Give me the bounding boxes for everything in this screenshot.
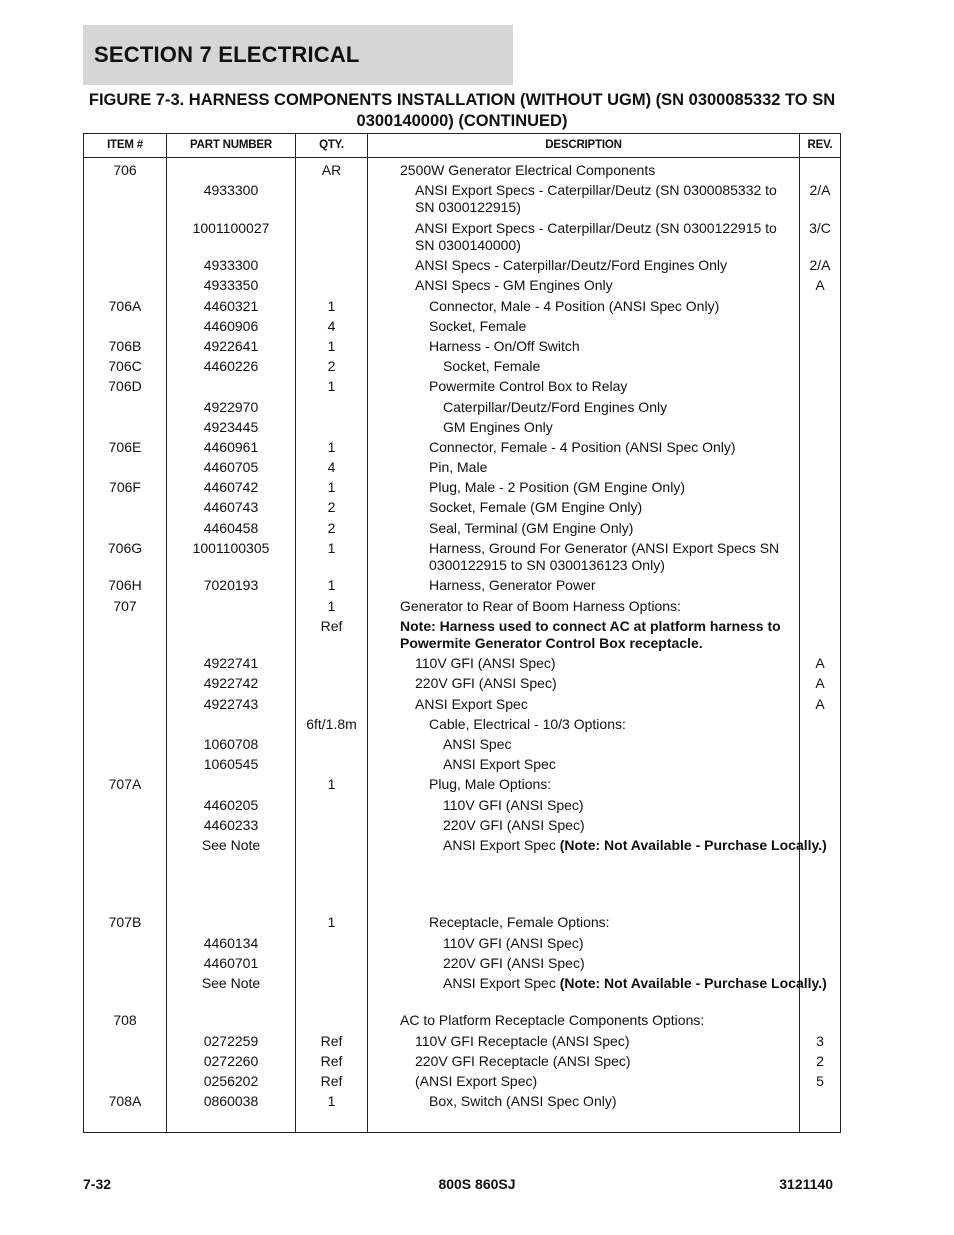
- item-number: 706B: [108, 337, 142, 354]
- table-row: [84, 158, 840, 178]
- table-row: [84, 395, 840, 415]
- description: AC to Platform Receptacle Components Options:: [400, 1012, 705, 1029]
- part-number: 4460742: [203, 479, 259, 496]
- quantity: 4: [327, 459, 336, 476]
- description: (ANSI Export Spec): [415, 1073, 538, 1089]
- table-row: [84, 1049, 840, 1069]
- description: ANSI Export Spec: [443, 756, 556, 773]
- table-row: [84, 910, 840, 930]
- part-number: See Note: [201, 974, 261, 991]
- header-description: DESCRIPTION: [545, 139, 622, 151]
- description: Cable, Electrical - 10/3 Options:: [429, 715, 626, 732]
- table-row: [84, 712, 840, 732]
- table-row: [84, 178, 840, 216]
- table-row: [84, 516, 840, 536]
- quantity: 1: [327, 1093, 336, 1110]
- table-row: [84, 692, 840, 712]
- description: Powermite Control Box to Relay: [429, 378, 628, 395]
- part-number: 0272259: [203, 1032, 259, 1049]
- part-number: 4460205: [203, 796, 259, 813]
- table-row: [84, 1029, 840, 1049]
- part-number: 7020193: [203, 577, 259, 594]
- table-row: [84, 614, 840, 652]
- item-number: 706D: [108, 378, 142, 395]
- quantity: 2: [327, 358, 336, 375]
- revision: A: [815, 675, 825, 692]
- description: Seal, Terminal (GM Engine Only): [429, 519, 634, 536]
- revision: 2: [816, 1052, 824, 1069]
- header-rev: REV.: [807, 139, 833, 151]
- description: Box, Switch (ANSI Spec Only): [429, 1093, 617, 1110]
- table-row: [84, 1008, 840, 1028]
- description: Harness, Generator Power: [429, 577, 596, 594]
- table-row: [84, 772, 840, 792]
- part-number: 4460906: [203, 317, 259, 334]
- quantity: 1: [327, 337, 336, 354]
- part-number: 4933350: [203, 277, 259, 294]
- description: Generator to Rear of Boom Harness Options:: [400, 597, 681, 614]
- item-number: 706H: [108, 577, 142, 594]
- part-number: 4922742: [203, 675, 259, 692]
- table-row: [84, 536, 840, 574]
- quantity: 1: [327, 297, 336, 314]
- item-number: 708: [113, 1012, 137, 1029]
- revision: 2/A: [809, 257, 831, 274]
- quantity: Ref: [320, 1052, 343, 1069]
- description: ANSI Export Specs - Caterpillar/Deutz (SN 0300122915 to SN 0300140000): [415, 219, 777, 253]
- item-number: 707A: [108, 776, 142, 793]
- quantity: 6ft/1.8m: [306, 715, 357, 732]
- part-number: 4922641: [203, 337, 259, 354]
- table-row: [84, 374, 840, 394]
- part-number: 1060545: [203, 756, 259, 773]
- item-number: 707B: [108, 914, 142, 931]
- table-row: [84, 1089, 840, 1109]
- item-number: 706C: [108, 358, 142, 375]
- part-number: 4933300: [203, 257, 259, 274]
- quantity: AR: [321, 162, 342, 178]
- part-number: 4922741: [203, 655, 259, 672]
- item-number: 706E: [108, 438, 142, 455]
- section-banner: [83, 25, 513, 85]
- table-row: [84, 253, 840, 273]
- table-row: [84, 354, 840, 374]
- description: [400, 837, 827, 854]
- table-row: [84, 752, 840, 772]
- revision: A: [815, 655, 825, 672]
- description: 220V GFI (ANSI Spec): [443, 816, 585, 833]
- item-number: 706F: [109, 479, 141, 496]
- description: Receptacle, Female Options:: [429, 914, 610, 931]
- description: Pin, Male: [429, 459, 488, 476]
- revision: A: [815, 695, 825, 712]
- quantity: Ref: [320, 617, 343, 634]
- table-row: [84, 793, 840, 813]
- description: Harness, Ground For Generator (ANSI Export Specs SN 0300122915 to SN 0300136123 Only): [429, 539, 780, 573]
- part-number: 1060708: [203, 735, 259, 752]
- table-row: [84, 931, 840, 951]
- description: 220V GFI (ANSI Spec): [415, 675, 557, 692]
- quantity: 1: [327, 597, 336, 614]
- part-number: 4460233: [203, 816, 259, 833]
- description: Harness - On/Off Switch: [429, 337, 580, 354]
- harness-note: Note: Harness used to connect AC at platform harness to Powermite Generator Control Box receptacle.: [400, 617, 781, 651]
- part-number: 4460743: [203, 499, 259, 516]
- table-header: [84, 134, 840, 158]
- part-number: 4460321: [203, 297, 259, 314]
- quantity: 1: [327, 577, 336, 594]
- item-number: 706A: [108, 297, 142, 314]
- availability-note: (Note: Not Available - Purchase Locally.): [559, 836, 827, 853]
- quantity: 1: [327, 776, 336, 793]
- quantity: 2: [327, 519, 336, 536]
- revision: A: [815, 277, 825, 294]
- quantity: 1: [327, 378, 336, 395]
- table-row: [84, 1069, 840, 1089]
- part-number: 4460961: [203, 438, 259, 455]
- table-row: [84, 594, 840, 614]
- description: Plug, Male Options:: [429, 776, 552, 793]
- part-number: 0256202: [203, 1073, 259, 1089]
- document-number: 3121140: [779, 1176, 833, 1192]
- table-row: [84, 415, 840, 435]
- item-number: 706: [113, 162, 137, 178]
- description: ANSI Spec: [443, 735, 512, 752]
- description: 110V GFI (ANSI Spec): [443, 796, 584, 813]
- part-number: 1001100305: [192, 539, 270, 556]
- description: 110V GFI (ANSI Spec): [443, 934, 584, 951]
- header-qty: QTY.: [319, 139, 344, 151]
- table-row: [84, 273, 840, 293]
- part-number: 0272260: [203, 1052, 259, 1069]
- table-row: [84, 971, 840, 1009]
- table-body: [84, 158, 840, 1132]
- table-row: [84, 435, 840, 455]
- description: 110V GFI (ANSI Spec): [415, 655, 556, 672]
- description-text: ANSI Export Spec: [443, 974, 556, 991]
- description: Plug, Male - 2 Position (GM Engine Only): [429, 479, 685, 496]
- quantity: 4: [327, 317, 336, 334]
- description: Socket, Female: [429, 317, 527, 334]
- description: ANSI Specs - GM Engines Only: [415, 277, 613, 294]
- description: 2500W Generator Electrical Components: [400, 162, 656, 178]
- header-item: ITEM #: [107, 139, 143, 151]
- revision: 5: [816, 1073, 824, 1089]
- table-row: [84, 314, 840, 334]
- item-number: 706G: [107, 539, 143, 556]
- revision: 3/C: [809, 219, 831, 236]
- description-text: ANSI Export Spec: [443, 836, 556, 853]
- part-number: 4460701: [203, 954, 259, 971]
- part-number: 1001100027: [192, 219, 270, 236]
- table-row: [84, 671, 840, 691]
- part-number: 4922970: [203, 398, 259, 415]
- quantity: 2: [327, 499, 336, 516]
- header-part-number: PART NUMBER: [190, 139, 272, 151]
- item-number: 707: [113, 597, 137, 614]
- table-row: [84, 651, 840, 671]
- quantity: 1: [327, 914, 336, 931]
- description: ANSI Specs - Caterpillar/Deutz/Ford Engines Only: [415, 257, 728, 274]
- part-number: 4460226: [203, 358, 259, 375]
- table-row: [84, 216, 840, 254]
- quantity: 1: [327, 438, 336, 455]
- revision: 3: [816, 1032, 824, 1049]
- model-name: 800S 860SJ: [438, 1176, 516, 1192]
- table-row: [84, 294, 840, 314]
- description: 110V GFI Receptacle (ANSI Spec): [415, 1032, 630, 1049]
- part-number: 4923445: [203, 418, 259, 435]
- page-number: 7-32: [83, 1176, 112, 1192]
- revision: 2/A: [809, 182, 831, 199]
- parts-table: [83, 133, 841, 1133]
- blank-row: [84, 870, 840, 910]
- description: Socket, Female: [443, 358, 541, 375]
- description: Connector, Female - 4 Position (ANSI Spec Only): [429, 438, 736, 455]
- description: ANSI Export Specs - Caterpillar/Deutz (SN 0300085332 to SN 0300122915): [415, 182, 777, 216]
- table-row: [84, 732, 840, 752]
- availability-note: (Note: Not Available - Purchase Locally.): [559, 974, 827, 991]
- description: ANSI Export Spec: [415, 695, 528, 712]
- item-number: 708A: [108, 1093, 142, 1110]
- table-row: [84, 495, 840, 515]
- quantity: Ref: [320, 1032, 343, 1049]
- table-row: [84, 573, 840, 593]
- part-number: See Note: [201, 836, 261, 853]
- table-row: [84, 833, 840, 871]
- part-number: 4460458: [203, 519, 259, 536]
- description: Socket, Female (GM Engine Only): [429, 499, 643, 516]
- figure-title: FIGURE 7-3. HARNESS COMPONENTS INSTALLATION (WITHOUT UGM) (SN 0300085332 TO SN 0300140000) (CONTINUED): [88, 91, 836, 130]
- quantity: Ref: [320, 1073, 343, 1089]
- description: 220V GFI Receptacle (ANSI Spec): [415, 1052, 631, 1069]
- quantity: 1: [327, 539, 336, 556]
- table-row: [84, 813, 840, 833]
- part-number: 4460705: [203, 459, 259, 476]
- table-row: [84, 455, 840, 475]
- description: Caterpillar/Deutz/Ford Engines Only: [443, 398, 668, 415]
- description: 220V GFI (ANSI Spec): [443, 954, 585, 971]
- description: GM Engines Only: [443, 418, 553, 435]
- table-row: [84, 475, 840, 495]
- table-row: [84, 334, 840, 354]
- part-number: 4933300: [203, 182, 259, 199]
- description: [400, 975, 827, 992]
- section-title: SECTION 7 ELECTRICAL: [94, 42, 360, 67]
- part-number: 4460134: [203, 934, 259, 951]
- part-number: 0860038: [203, 1093, 259, 1110]
- quantity: 1: [327, 479, 336, 496]
- table-row: [84, 951, 840, 971]
- part-number: 4922743: [203, 695, 259, 712]
- description: Connector, Male - 4 Position (ANSI Spec Only): [429, 297, 720, 314]
